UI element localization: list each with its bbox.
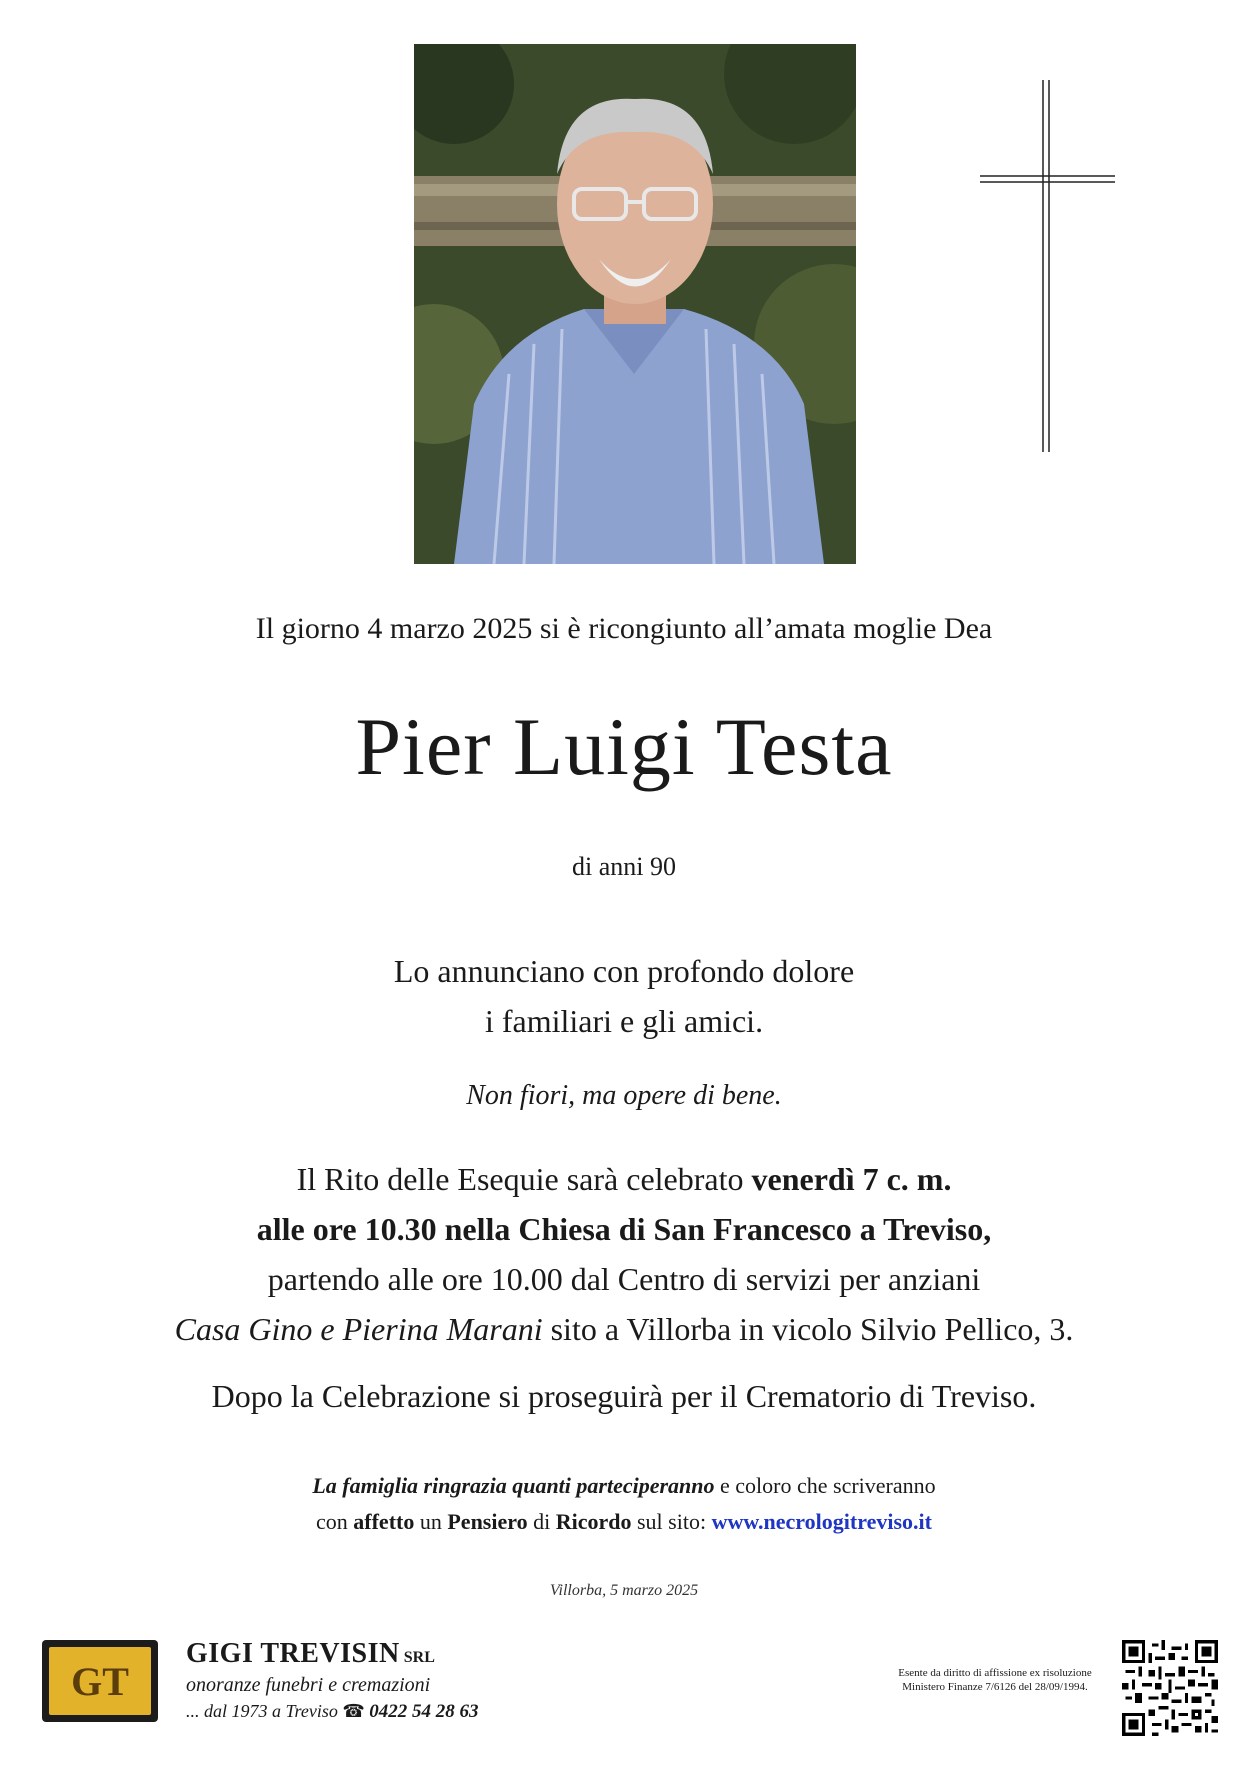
thanks-line-2 xyxy=(0,1504,1248,1540)
thanks-line-1 xyxy=(0,1468,1248,1504)
exemption-line: Esente da diritto di affissione ex risoluzione xyxy=(898,1667,1092,1679)
age-text: di anni 90 xyxy=(572,852,676,881)
company-since-line xyxy=(186,1701,479,1723)
crematorium-note: Dopo la Celebrazione si proseguirà per il Crematorio di Treviso. xyxy=(211,1378,1037,1414)
intro-text: Il giorno 4 marzo 2025 si è ricongiunto all’amata moglie Dea xyxy=(255,612,993,645)
rite-date: venerdì 7 c. m. xyxy=(751,1161,952,1197)
company-name: GIGI TREVISIN xyxy=(186,1638,400,1669)
thanks-family: La famiglia ringrazia quanti parteciperanno xyxy=(312,1473,715,1498)
deceased-name: Pier Luigi Testa xyxy=(355,701,893,792)
qr-code-icon[interactable] xyxy=(1122,1640,1218,1736)
company-phone[interactable]: 0422 54 28 63 xyxy=(369,1701,479,1722)
cross-icon xyxy=(970,80,1120,460)
company-since: ... dal 1973 a Treviso xyxy=(186,1701,338,1721)
flowers-note: Non fiori, ma opere di bene. xyxy=(466,1080,782,1111)
thanks-bold: Ricordo xyxy=(555,1509,632,1534)
rite-text: Il Rito delle Esequie sarà celebrato xyxy=(296,1161,752,1197)
rite-line-3: partendo alle ore 10.00 dal Centro di servizi per anziani xyxy=(267,1261,981,1297)
exemption-note xyxy=(860,1666,1130,1694)
thanks-text: un xyxy=(414,1509,448,1534)
care-home-name: Casa Gino e Pierina Marani xyxy=(174,1311,543,1347)
care-home-address: sito a Villorba in vicolo Silvio Pellico, 3. xyxy=(542,1311,1074,1347)
exemption-line: Ministero Finanze 7/6126 del 28/09/1994. xyxy=(902,1681,1088,1693)
company-info xyxy=(186,1638,479,1723)
company-logo xyxy=(42,1640,158,1722)
company-tagline: onoranze funebri e cremazioni xyxy=(186,1674,431,1696)
phone-icon: ☎ xyxy=(342,1701,365,1721)
announcement-line: Lo annunciano con profondo dolore xyxy=(393,953,855,989)
company-suffix: SRL xyxy=(403,1649,435,1666)
rite-line-2 xyxy=(0,1204,1248,1254)
funeral-details xyxy=(0,1154,1248,1354)
notice-date: Villorba, 5 marzo 2025 xyxy=(549,1582,699,1599)
rite-line-4 xyxy=(0,1304,1248,1354)
logo-mark: GT xyxy=(49,1647,151,1715)
announcement-line: i familiari e gli amici. xyxy=(484,1003,764,1039)
thanks-bold: Pensiero xyxy=(447,1509,528,1534)
portrait-photo xyxy=(414,44,856,564)
thanks-bold: affetto xyxy=(353,1509,415,1534)
thanks-text: di xyxy=(527,1509,556,1534)
announcement xyxy=(0,946,1248,1046)
thanks-text: sul sito: xyxy=(631,1509,712,1534)
thanks-text: e coloro che scriveranno xyxy=(714,1473,936,1498)
rite-time-place: alle ore 10.30 nella Chiesa di San Francesco a Treviso, xyxy=(256,1211,992,1247)
thanks-note xyxy=(0,1468,1248,1540)
website-link[interactable]: www.necrologitreviso.it xyxy=(711,1509,932,1534)
thanks-text: con xyxy=(316,1509,354,1534)
rite-line-1 xyxy=(0,1154,1248,1204)
